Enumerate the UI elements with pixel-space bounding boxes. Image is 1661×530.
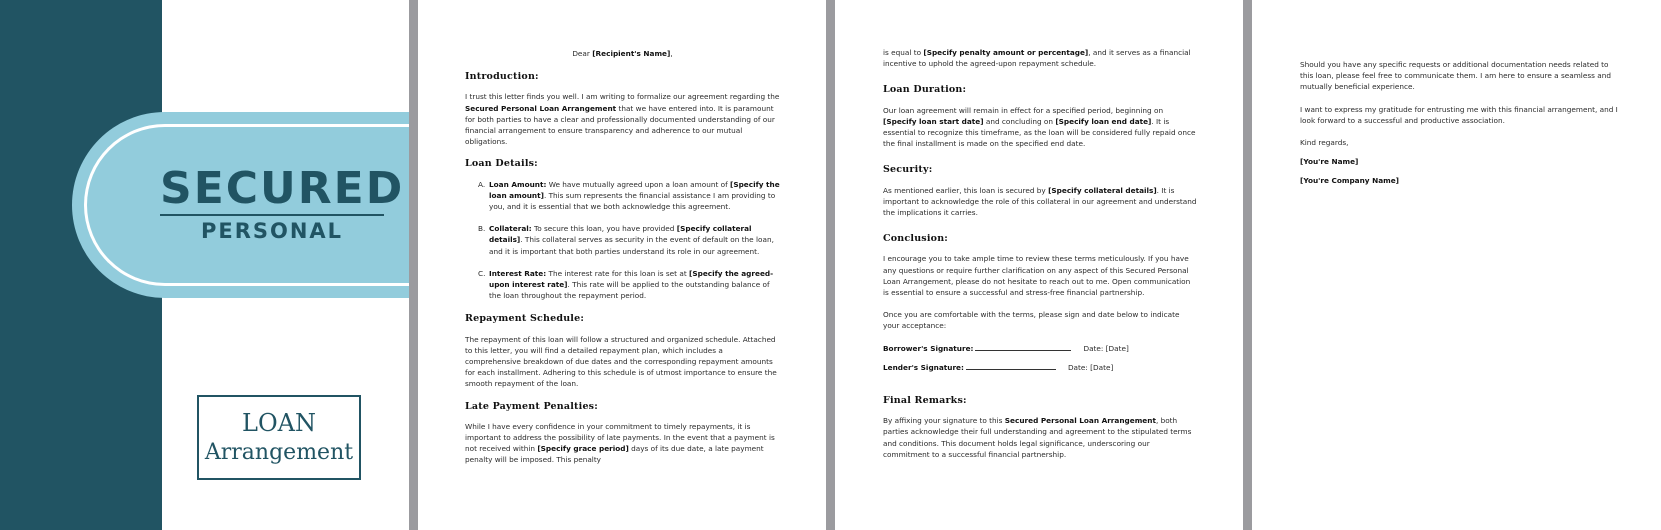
start-date-placeholder: [Specify loan start date] <box>883 116 984 126</box>
item-placeholder: [Specify collateral details] <box>489 224 752 245</box>
security-paragraph <box>883 185 1197 219</box>
item-text-end: . This sum represents the financial assistance I am providing to you, and it is essential that we both acknowledge this agreement. <box>489 190 776 212</box>
final-text-end: , both parties acknowledge their full understanding and agreement to the stipulated terms and conditions. This document holds legal significance, underscoring our commitment to a successful financial partnership. <box>883 416 1192 459</box>
late-payment-paragraph <box>465 421 780 466</box>
duration-text: Our loan agreement will remain in effect for a specified period, beginning on <box>883 105 1164 115</box>
introduction-paragraph <box>465 91 780 147</box>
document-page-2 <box>835 0 1243 530</box>
salutation-comma: , <box>670 49 673 58</box>
repayment-heading: Repayment Schedule: <box>465 313 585 325</box>
sender-company <box>1300 175 1621 186</box>
cover-subtitle: PERSONAL <box>200 219 344 243</box>
list-item <box>465 223 780 257</box>
borrower-signature-line <box>883 343 1197 354</box>
salutation <box>465 48 780 59</box>
late-payment-heading: Late Payment Penalties: <box>465 400 598 412</box>
loan-duration-heading: Loan Duration: <box>883 84 967 96</box>
list-item <box>465 179 780 213</box>
conclusion-heading: Conclusion: <box>883 233 949 245</box>
item-placeholder: [Specify the agreed-upon interest rate] <box>489 268 774 290</box>
loan-details-heading: Loan Details: <box>465 158 538 170</box>
item-text-end: . This collateral serves as security in the event of default on the loan, and it is important that both parties understand its role in our agreement. <box>489 235 774 256</box>
item-text: The interest rate for this loan is set at <box>546 268 690 278</box>
salutation-text: Dear <box>572 49 593 58</box>
security-text: As mentioned earlier, this loan is secured by <box>883 185 1049 195</box>
duration-text-mid: and concluding on <box>983 116 1056 126</box>
cont-text: is equal to <box>883 48 924 57</box>
item-label: Interest Rate: <box>489 268 547 278</box>
final-remarks-paragraph <box>883 415 1197 460</box>
introduction-heading: Introduction: <box>465 71 539 83</box>
item-label: Collateral: <box>489 224 532 234</box>
sign-instructions: Once you are comfortable with the terms, please sign and date below to indicate your acceptance: <box>883 310 1180 331</box>
lender-signature-label: Lender's Signature: <box>883 362 964 372</box>
list-item <box>465 268 780 302</box>
cover-box-line1: LOAN <box>242 408 316 437</box>
cover-label-box <box>197 395 361 480</box>
final-remarks-heading: Final Remarks: <box>883 395 967 407</box>
cont-text-end: , and it serves as a financial incentive to uphold the agreed-upon repayment schedule. <box>883 48 1191 69</box>
item-text: We have mutually agreed upon a loan amount of <box>546 179 730 189</box>
document-page-1 <box>418 0 826 530</box>
item-text: To secure this loan, you have provided <box>531 224 677 234</box>
list-marker: C. <box>478 268 486 278</box>
security-heading: Security: <box>883 164 933 176</box>
late-text: While I have every confidence in your commitment to timely repayments, it is important to address the possibility of late payments. In the event that a payment is not received within <box>465 421 775 454</box>
requests-paragraph: Should you have any specific requests or additional documentation needs related to this loan, please feel free to communicate them. I am here to ensure a seamless and mutually beneficial experience. <box>1300 60 1611 92</box>
lender-date: Date: [Date] <box>1067 362 1114 372</box>
recipient-placeholder: [Recipient's Name] <box>592 49 671 58</box>
intro-bold: Secured Personal Loan Arrangement <box>465 103 617 113</box>
gratitude-paragraph: I want to express my gratitude for entrusting me with this financial arrangement, and I look forward to a successful and productive association. <box>1300 104 1618 125</box>
closing: Kind regards, <box>1300 138 1349 148</box>
repayment-paragraph: The repayment of this loan will follow a structured and organized schedule. Attached to this letter, you will find a detailed repayment plan, which includes a comprehensive breakdown of due dates and the corresponding repayment amounts for each installment. Adhering to this schedule is of utmost importance to ensure the smooth repayment of the loan. <box>465 334 777 389</box>
final-text: By affixing your signature to this <box>883 416 1005 426</box>
item-label: Loan Amount: <box>489 179 547 189</box>
document-page-3 <box>1252 0 1661 530</box>
final-bold: Secured Personal Loan Arrangement <box>1004 416 1156 426</box>
late-placeholder: [Specify grace period] <box>537 444 629 454</box>
penalty-continuation <box>883 47 1197 69</box>
intro-text: I trust this letter finds you well. I am writing to formalize our agreement regarding the <box>465 92 780 102</box>
cover-title: SECURED <box>160 163 405 214</box>
security-text-end: . It is important to acknowledge the role of this collateral in our agreement and understand the implications it carries. <box>883 185 1197 218</box>
late-text-end: days of its due date, a late payment penalty will be imposed. This penalty <box>465 444 764 465</box>
sender-name-placeholder: [You're Name] <box>1300 157 1359 167</box>
signature-underline <box>966 363 1056 370</box>
intro-text-end: that we have entered into. It is paramount for both parties to have a clear and professionally documented understanding of our financial arrangement to ensure transparency and adherence to our mutual obligations. <box>465 103 775 147</box>
borrower-signature-label: Borrower's Signature: <box>883 343 974 353</box>
cover-page <box>0 0 409 530</box>
list-marker: B. <box>478 224 486 234</box>
conclusion-paragraph: I encourage you to take ample time to review these terms meticulously. If you have any questions or require further clarification on any aspect of this Secured Personal Loan Arrangement, please do not hesitate to reach out to me. Open communication is essential to ensure a successful and stress-free financial partnership. <box>883 254 1191 298</box>
loan-duration-paragraph <box>883 105 1197 150</box>
sender-company-placeholder: [You're Company Name] <box>1300 176 1400 186</box>
cover-box-line2: Arrangement <box>204 439 354 465</box>
end-date-placeholder: [Specify loan end date] <box>1055 116 1152 126</box>
loan-details-list <box>465 179 780 302</box>
cover-title-rule <box>160 214 384 216</box>
borrower-date: Date: [Date] <box>1083 343 1129 353</box>
list-marker: A. <box>478 179 486 189</box>
lender-signature-line <box>883 362 1197 373</box>
item-placeholder: [Specify the loan amount] <box>489 179 780 200</box>
penalty-placeholder: [Specify penalty amount or percentage] <box>923 48 1089 57</box>
duration-text-end: . It is essential to recognize this timeframe, as the loan will be considered fully repaid once the final installment is made on the specified end date. <box>883 116 1196 149</box>
signature-underline <box>975 344 1071 351</box>
sender-name <box>1300 156 1621 167</box>
collateral-placeholder: [Specify collateral details] <box>1048 185 1157 195</box>
item-text-end: . This rate will be applied to the outstanding balance of the loan throughout the repayment period. <box>489 280 770 301</box>
